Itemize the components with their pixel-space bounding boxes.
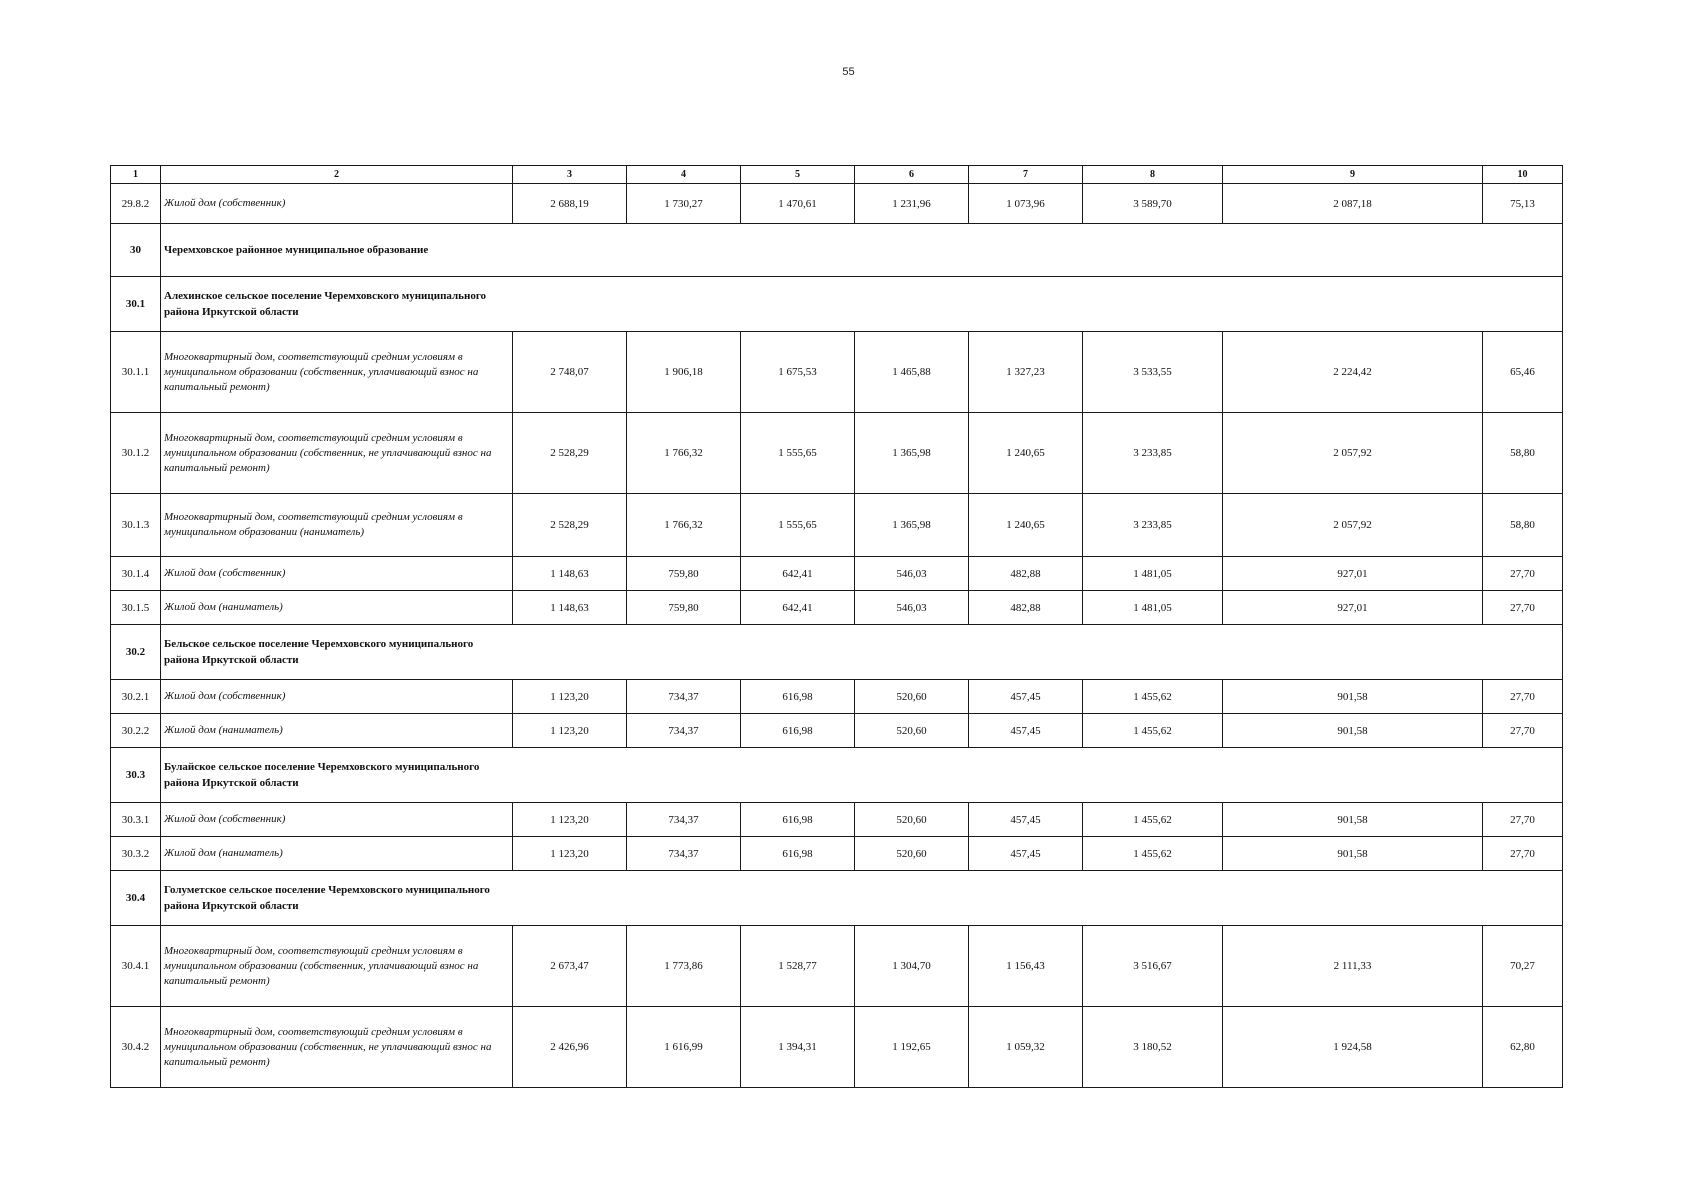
tariff-value: 2 111,33 [1223, 926, 1483, 1007]
subsection-row [111, 625, 1563, 680]
tariff-value: 1 481,05 [1083, 591, 1223, 625]
table-row [111, 332, 1563, 413]
row-code: 30.2.2 [111, 714, 161, 748]
row-name: Многоквартирный дом, соответствующий средним условиям в муниципальном образовании (собственник, уплачивающий взнос на капитальный ремонт) [161, 926, 513, 1007]
row-code: 30.1.4 [111, 557, 161, 591]
tariff-value: 457,45 [969, 714, 1083, 748]
tariff-value: 2 057,92 [1223, 413, 1483, 494]
row-name: Жилой дом (наниматель) [161, 591, 513, 625]
tariff-value: 734,37 [627, 837, 741, 871]
tariff-value: 27,70 [1483, 714, 1563, 748]
tariff-value: 1 766,32 [627, 494, 741, 557]
tariff-value: 1 470,61 [741, 184, 855, 224]
tariff-value: 1 304,70 [855, 926, 969, 1007]
table-row [111, 557, 1563, 591]
section-code: 30.4 [111, 871, 161, 926]
table-row [111, 803, 1563, 837]
row-code: 30.1.3 [111, 494, 161, 557]
section-title: Голуметское сельское поселение Черемховского муниципального района Иркутской области [161, 871, 1563, 926]
tariff-value: 616,98 [741, 803, 855, 837]
tariff-value: 1 059,32 [969, 1007, 1083, 1088]
tariff-value: 520,60 [855, 680, 969, 714]
tariff-value: 1 327,23 [969, 332, 1083, 413]
tariff-value: 1 675,53 [741, 332, 855, 413]
column-number-cell: 2 [161, 166, 513, 184]
row-code: 30.4.2 [111, 1007, 161, 1088]
section-title: Булайское сельское поселение Черемховского муниципального района Иркутской области [161, 748, 1563, 803]
tariff-value: 3 589,70 [1083, 184, 1223, 224]
tariff-value: 901,58 [1223, 837, 1483, 871]
column-number-cell: 6 [855, 166, 969, 184]
table-row [111, 591, 1563, 625]
tariff-value: 1 481,05 [1083, 557, 1223, 591]
tariff-value: 3 233,85 [1083, 413, 1223, 494]
row-code: 30.1.1 [111, 332, 161, 413]
tariff-value: 927,01 [1223, 591, 1483, 625]
section-code: 30.3 [111, 748, 161, 803]
tariff-value: 734,37 [627, 680, 741, 714]
row-code: 30.4.1 [111, 926, 161, 1007]
tariff-value: 1 231,96 [855, 184, 969, 224]
tariff-value: 62,80 [1483, 1007, 1563, 1088]
table-row [111, 1007, 1563, 1088]
column-number-cell: 7 [969, 166, 1083, 184]
row-name: Многоквартирный дом, соответствующий средним условиям в муниципальном образовании (собственник, не уплачивающий взнос на капитальный ремонт) [161, 1007, 513, 1088]
row-name: Жилой дом (собственник) [161, 803, 513, 837]
tariff-value: 520,60 [855, 837, 969, 871]
row-code: 30.3.2 [111, 837, 161, 871]
tariff-value: 2 426,96 [513, 1007, 627, 1088]
page-number: 55 [842, 66, 855, 78]
tariff-value: 1 123,20 [513, 803, 627, 837]
tariff-value: 642,41 [741, 557, 855, 591]
section-code: 30.1 [111, 277, 161, 332]
section-code: 30 [111, 224, 161, 277]
tariff-value: 457,45 [969, 680, 1083, 714]
tariff-value: 1 555,65 [741, 413, 855, 494]
tariff-value: 1 455,62 [1083, 714, 1223, 748]
tariff-value: 27,70 [1483, 557, 1563, 591]
tariff-value: 27,70 [1483, 803, 1563, 837]
tariff-value: 3 533,55 [1083, 332, 1223, 413]
tariff-value: 27,70 [1483, 680, 1563, 714]
tariff-value: 1 455,62 [1083, 803, 1223, 837]
tariff-value: 482,88 [969, 591, 1083, 625]
table-row [111, 926, 1563, 1007]
tariff-value: 2 688,19 [513, 184, 627, 224]
tariff-value: 1 192,65 [855, 1007, 969, 1088]
tariff-value: 927,01 [1223, 557, 1483, 591]
row-name: Многоквартирный дом, соответствующий средним условиям в муниципальном образовании (собственник, уплачивающий взнос на капитальный ремонт) [161, 332, 513, 413]
tariff-value: 734,37 [627, 714, 741, 748]
section-title: Бельское сельское поселение Черемховского муниципального района Иркутской области [161, 625, 1563, 680]
tariff-value: 616,98 [741, 837, 855, 871]
tariff-value: 616,98 [741, 680, 855, 714]
tariff-value: 457,45 [969, 837, 1083, 871]
tariff-value: 520,60 [855, 803, 969, 837]
tariff-value: 2 528,29 [513, 413, 627, 494]
table-row [111, 494, 1563, 557]
tariff-value: 546,03 [855, 557, 969, 591]
table-row [111, 714, 1563, 748]
tariff-value: 1 455,62 [1083, 837, 1223, 871]
row-name: Жилой дом (собственник) [161, 184, 513, 224]
tariff-value: 1 365,98 [855, 494, 969, 557]
tariff-value: 482,88 [969, 557, 1083, 591]
tariff-value: 1 616,99 [627, 1007, 741, 1088]
table-body [111, 166, 1563, 1088]
row-name: Многоквартирный дом, соответствующий средним условиям в муниципальном образовании (собственник, не уплачивающий взнос на капитальный ремонт) [161, 413, 513, 494]
tariff-value: 901,58 [1223, 680, 1483, 714]
tariff-value: 27,70 [1483, 591, 1563, 625]
tariff-value: 2 528,29 [513, 494, 627, 557]
tariff-value: 1 240,65 [969, 413, 1083, 494]
table-row [111, 837, 1563, 871]
tariff-value: 1 555,65 [741, 494, 855, 557]
row-name: Жилой дом (наниматель) [161, 714, 513, 748]
tariff-value: 616,98 [741, 714, 855, 748]
row-code: 29.8.2 [111, 184, 161, 224]
tariff-value: 1 073,96 [969, 184, 1083, 224]
tariff-value: 520,60 [855, 714, 969, 748]
tariff-value: 1 394,31 [741, 1007, 855, 1088]
column-number-cell: 5 [741, 166, 855, 184]
table-row [111, 184, 1563, 224]
tariff-value: 65,46 [1483, 332, 1563, 413]
tariff-value: 759,80 [627, 591, 741, 625]
tariff-value: 642,41 [741, 591, 855, 625]
row-name: Жилой дом (собственник) [161, 557, 513, 591]
subsection-row [111, 748, 1563, 803]
tariff-value: 75,13 [1483, 184, 1563, 224]
column-number-cell: 10 [1483, 166, 1563, 184]
column-number-cell: 9 [1223, 166, 1483, 184]
row-name: Жилой дом (собственник) [161, 680, 513, 714]
column-number-cell: 3 [513, 166, 627, 184]
tariff-value: 2 673,47 [513, 926, 627, 1007]
tariff-value: 1 465,88 [855, 332, 969, 413]
section-title: Черемховское районное муниципальное образование [161, 224, 1563, 277]
tariff-value: 1 730,27 [627, 184, 741, 224]
section-code: 30.2 [111, 625, 161, 680]
tariff-value: 1 123,20 [513, 837, 627, 871]
tariff-value: 1 123,20 [513, 714, 627, 748]
tariff-value: 58,80 [1483, 494, 1563, 557]
subsection-row [111, 277, 1563, 332]
tariff-value: 27,70 [1483, 837, 1563, 871]
row-name: Жилой дом (наниматель) [161, 837, 513, 871]
tariff-table [110, 165, 1563, 1088]
section-title: Алехинское сельское поселение Черемховского муниципального района Иркутской области [161, 277, 1563, 332]
column-number-cell: 8 [1083, 166, 1223, 184]
tariff-value: 1 123,20 [513, 680, 627, 714]
table-row [111, 680, 1563, 714]
tariff-value: 1 924,58 [1223, 1007, 1483, 1088]
tariff-value: 1 148,63 [513, 557, 627, 591]
tariff-value: 2 087,18 [1223, 184, 1483, 224]
tariff-value: 3 233,85 [1083, 494, 1223, 557]
tariff-value: 2 224,42 [1223, 332, 1483, 413]
row-name: Многоквартирный дом, соответствующий средним условиям в муниципальном образовании (наниматель) [161, 494, 513, 557]
row-code: 30.1.2 [111, 413, 161, 494]
tariff-value: 1 773,86 [627, 926, 741, 1007]
column-number-row [111, 166, 1563, 184]
column-number-cell: 4 [627, 166, 741, 184]
table-row [111, 413, 1563, 494]
tariff-value: 3 516,67 [1083, 926, 1223, 1007]
column-number-cell: 1 [111, 166, 161, 184]
tariff-value: 901,58 [1223, 803, 1483, 837]
row-code: 30.3.1 [111, 803, 161, 837]
tariff-value: 1 365,98 [855, 413, 969, 494]
tariff-value: 1 906,18 [627, 332, 741, 413]
section-row [111, 224, 1563, 277]
tariff-value: 1 148,63 [513, 591, 627, 625]
tariff-value: 1 156,43 [969, 926, 1083, 1007]
subsection-row [111, 871, 1563, 926]
tariff-value: 546,03 [855, 591, 969, 625]
tariff-value: 734,37 [627, 803, 741, 837]
tariff-value: 2 057,92 [1223, 494, 1483, 557]
tariff-value: 2 748,07 [513, 332, 627, 413]
tariff-value: 901,58 [1223, 714, 1483, 748]
row-code: 30.2.1 [111, 680, 161, 714]
tariff-value: 70,27 [1483, 926, 1563, 1007]
tariff-value: 3 180,52 [1083, 1007, 1223, 1088]
tariff-value: 1 455,62 [1083, 680, 1223, 714]
tariff-value: 759,80 [627, 557, 741, 591]
tariff-value: 1 528,77 [741, 926, 855, 1007]
tariff-value: 1 240,65 [969, 494, 1083, 557]
tariff-value: 58,80 [1483, 413, 1563, 494]
tariff-value: 1 766,32 [627, 413, 741, 494]
tariff-value: 457,45 [969, 803, 1083, 837]
row-code: 30.1.5 [111, 591, 161, 625]
